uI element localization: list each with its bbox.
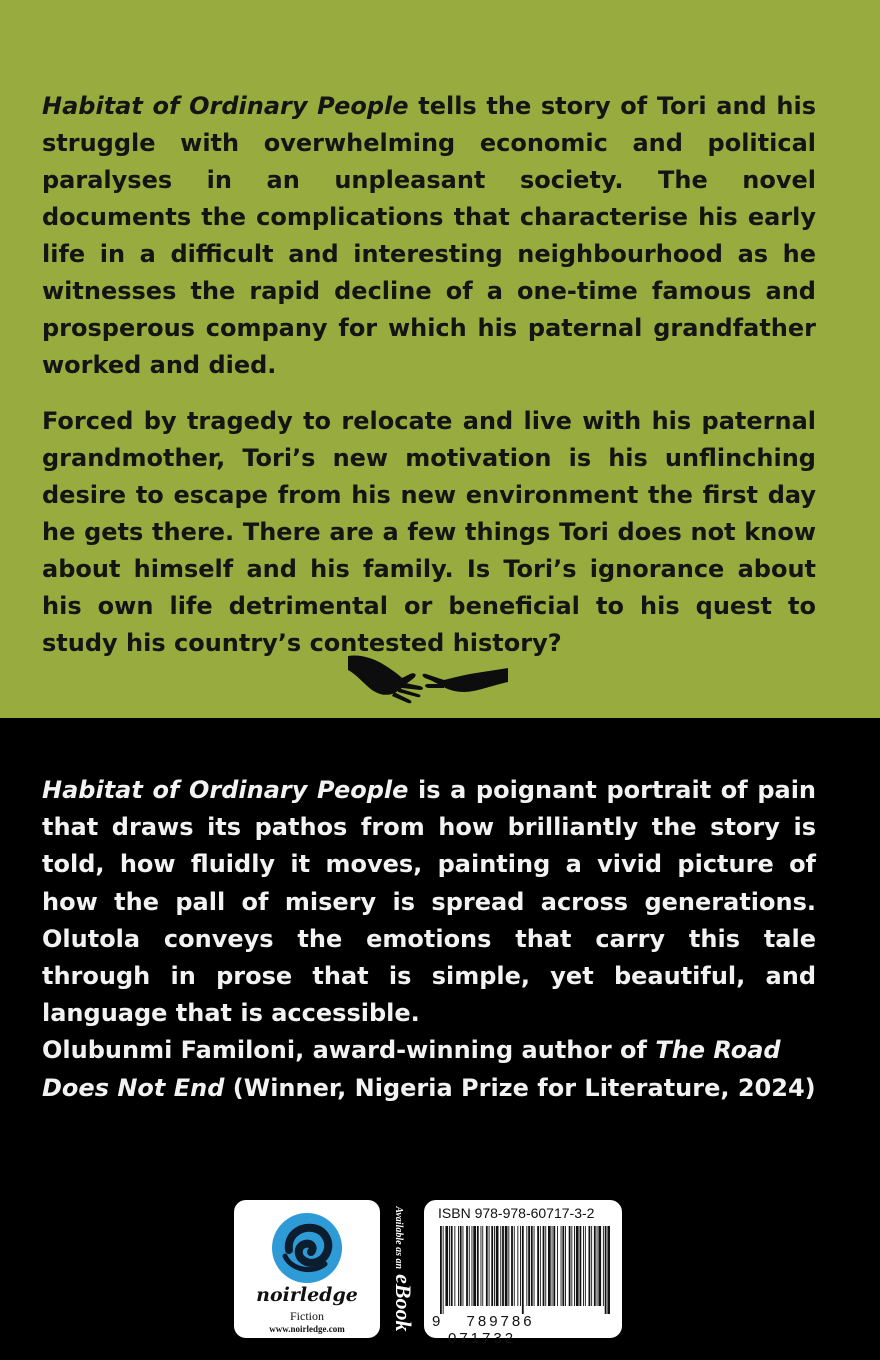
barcode-bar	[576, 1226, 579, 1306]
barcode-bar	[557, 1226, 558, 1306]
barcode-bar	[489, 1226, 490, 1306]
barcode-bar	[491, 1226, 493, 1306]
barcode-bar	[481, 1226, 482, 1306]
barcode-bar	[505, 1226, 508, 1306]
barcode-bar	[528, 1226, 530, 1306]
barcode-group-1: 789786	[466, 1313, 535, 1330]
synopsis-paragraph-2: Forced by tragedy to relocate and live with his paternal grandmother, Tori’s new motivation is his unflinching desire to escape from his new environment the first day he gets there. There are a few things Tori does not know about himself and his family. Is Tori’s ignorance about his own life detrimental or beneficial to his quest to study his country’s contested history?	[42, 407, 816, 657]
barcode-bar	[543, 1226, 545, 1306]
barcode-bar	[561, 1226, 562, 1306]
reaching-hands-icon	[340, 648, 512, 704]
barcode-bar	[591, 1226, 592, 1306]
barcode-bar	[520, 1226, 521, 1306]
barcode-bar	[605, 1226, 607, 1314]
barcode-bar	[454, 1226, 455, 1306]
barcode-bar	[517, 1226, 518, 1306]
barcode-bar	[449, 1226, 450, 1306]
barcode-bar	[603, 1226, 604, 1306]
barcode-bar	[569, 1226, 571, 1306]
publisher-brand: noirledge	[256, 1284, 358, 1306]
publisher-website: www.noirledge.com	[269, 1324, 345, 1334]
barcode-bar	[585, 1226, 586, 1306]
barcode-bar	[460, 1226, 462, 1306]
ebook-available-label: Available as an	[393, 1206, 404, 1270]
publisher-logo-box	[234, 1200, 380, 1338]
barcode-bar	[574, 1226, 575, 1306]
review-quote-body: is a poignant portrait of pain that draws its pathos from how brilliantly the story is told, how fluidly it moves, painting a vivid picture of how the pall of misery is spread across generations. Olutola conveys the emotions that carry this tale through in prose that is simple, yet beautiful, and language that is accessible.	[42, 776, 816, 1028]
ebook-label: eBook	[391, 1274, 416, 1332]
barcode-bar	[562, 1226, 564, 1306]
barcode-bar	[463, 1226, 464, 1306]
synopsis-paragraph-1-body: tells the story of Tori and his struggle with overwhelming economic and political paralyses in an unpleasant society. The novel documents the complications that characterise his early life in a difficult and interesting neighbourhood as he witnesses the rapid decline of a one-time famous and prosperous company for which his paternal grandfather worked and died.	[42, 92, 817, 379]
review-book-title: Habitat of Ordinary People	[42, 776, 409, 804]
attribution-book-title: The Road Does Not End	[42, 1036, 781, 1102]
barcode-bar	[531, 1226, 533, 1306]
barcode-group-2: 071732	[448, 1330, 517, 1347]
barcode-bar	[597, 1226, 598, 1306]
barcode-bar	[496, 1226, 499, 1306]
review-quote	[42, 772, 816, 1032]
synopsis-paragraph-1	[42, 88, 816, 384]
barcode-bar	[473, 1226, 476, 1306]
synopsis-text	[42, 88, 816, 681]
barcode-bar	[514, 1226, 515, 1306]
ebook-badge	[388, 1200, 418, 1338]
barcode-bar	[477, 1226, 479, 1306]
barcode-bar	[482, 1226, 483, 1306]
barcode-bar	[458, 1226, 459, 1306]
barcode-bar	[443, 1226, 444, 1314]
barcode-bar	[486, 1226, 488, 1306]
barcode-bar	[494, 1226, 495, 1306]
barcode-bar	[522, 1226, 524, 1314]
barcode-lead-digit: 9	[432, 1313, 441, 1330]
barcode-bar	[466, 1226, 468, 1306]
barcode-bar	[540, 1226, 541, 1306]
barcode-bar	[552, 1226, 553, 1306]
barcode-bar	[469, 1226, 470, 1306]
barcode-bar	[440, 1226, 442, 1314]
barcode-box	[424, 1200, 622, 1347]
barcode-bar	[534, 1226, 535, 1306]
barcode-bar	[589, 1226, 591, 1306]
barcode-bar	[451, 1226, 453, 1306]
barcode-bar	[571, 1226, 572, 1306]
review-text	[42, 772, 816, 1107]
barcode-bar	[580, 1226, 582, 1306]
barcode-bar	[594, 1226, 596, 1306]
barcode-bar	[607, 1226, 610, 1314]
barcode-bar	[548, 1226, 551, 1306]
publisher-imprint: Fiction	[289, 1309, 324, 1323]
barcode-bar	[526, 1226, 527, 1306]
barcode-bar	[598, 1226, 601, 1306]
barcode-icon	[438, 1226, 610, 1314]
barcode-bar	[565, 1226, 566, 1306]
barcode-bar	[537, 1226, 539, 1306]
barcode-bar	[553, 1226, 555, 1306]
isbn-label: ISBN 978-978-60717-3-2	[438, 1205, 595, 1221]
barcode-bar	[472, 1226, 473, 1306]
synopsis-book-title: Habitat of Ordinary People	[42, 92, 409, 120]
barcode-bar	[511, 1226, 513, 1306]
review-attribution	[42, 1032, 816, 1106]
barcode-bar	[583, 1226, 584, 1306]
barcode-bar	[502, 1226, 504, 1306]
attribution-prefix: Olubunmi Familoni, award-winning author of	[42, 1036, 656, 1065]
barcode-number	[432, 1313, 614, 1347]
barcode-bar	[445, 1226, 448, 1306]
barcode-bar	[508, 1226, 509, 1306]
barcode-bar	[545, 1226, 546, 1306]
spiral-circle-icon	[271, 1212, 343, 1284]
attribution-suffix: (Winner, Nigeria Prize for Literature, 2024)	[224, 1073, 816, 1102]
barcode-bar	[500, 1226, 501, 1306]
